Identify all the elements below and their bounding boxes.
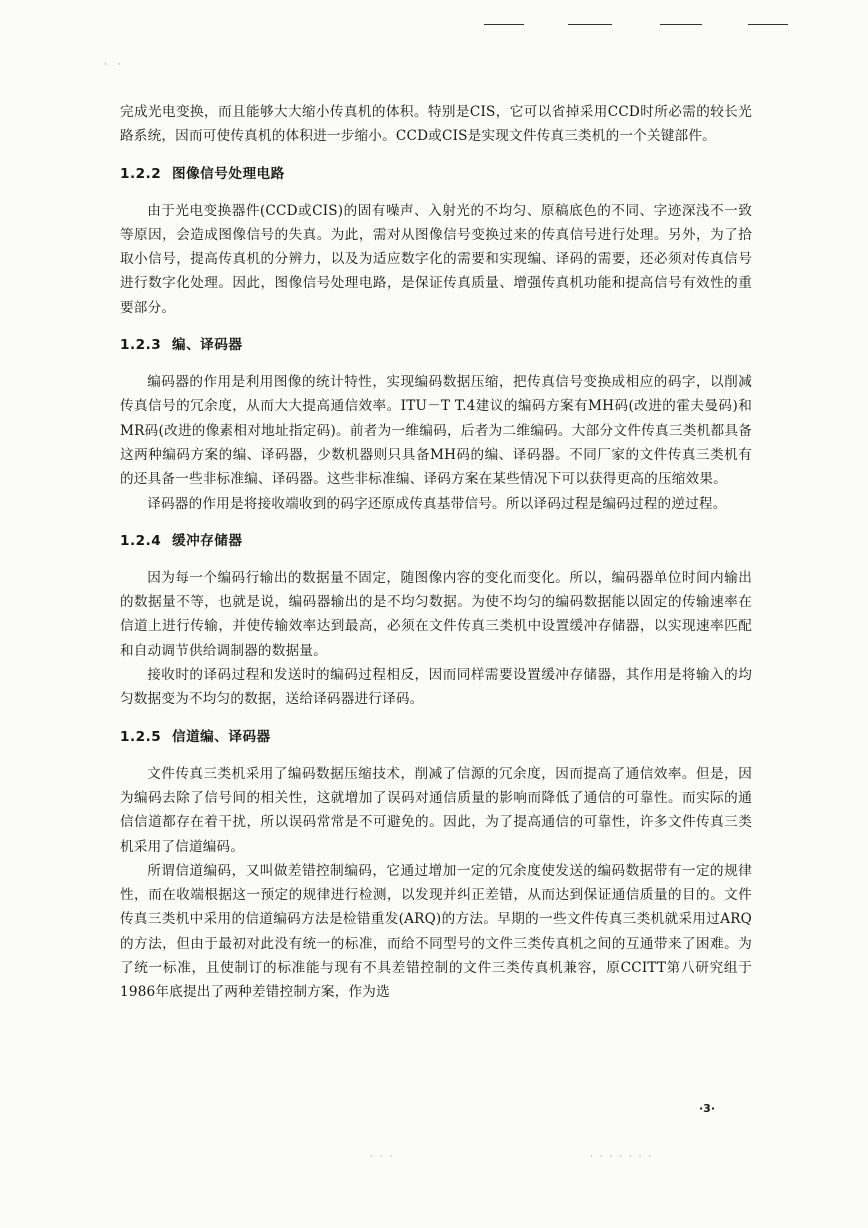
body-paragraph: 接收时的译码过程和发送时的编码过程相反，因而同样需要设置缓冲存储器，其作用是将输入的均匀数据变为不均匀的数据，送给译码器进行译码。 (120, 667, 752, 708)
header-rule (748, 24, 788, 25)
section-heading (120, 333, 752, 357)
section-1-2-2 (120, 162, 752, 320)
section-number: 1.2.4 (120, 532, 162, 549)
section-heading (120, 529, 752, 553)
body-paragraph: 文件传真三类机采用了编码数据压缩技术，削减了信源的冗余度，因而提高了通信效率。但是，因为编码去除了信号间的相关性，这就增加了误码对通信质量的影响而降低了通信的可靠性。而实际的通信信道都存在着干扰，所以误码常常是不可避免的。因此，为了提高通信的可靠性，许多文件传真三类机采用了信道编码。 (120, 765, 752, 855)
section-1-2-5 (120, 725, 752, 1005)
section-title: 图像信号处理电路 (172, 165, 285, 182)
section-title: 信道编、译码器 (172, 728, 271, 745)
scan-artifact-dots: · · · · · · · (590, 1152, 654, 1162)
section-heading (120, 725, 752, 749)
scan-artifact-dots: · · (104, 60, 125, 70)
section-number: 1.2.2 (120, 165, 162, 182)
header-rule (660, 24, 702, 25)
section-1-2-3 (120, 333, 752, 516)
scan-artifact-dots: · · · (370, 1152, 395, 1162)
section-heading (120, 162, 752, 186)
body-paragraph: 译码器的作用是将接收端收到的码字还原成传真基带信号。所以译码过程是编码过程的逆过程。 (147, 495, 727, 512)
body-paragraph: 所谓信道编码，又叫做差错控制编码，它通过增加一定的冗余度使发送的编码数据带有一定的规律性，而在收端根据这一预定的规律进行检测，以发现并纠正差错，从而达到保证通信质量的目的。文件传真三类机中采用的信道编码方法是检错重发(ARQ)的方法。早期的一些文件传真三类机就采用过ARQ的方法，但由于最初对此没有统一的标准，而给不同型号的文件三类传真机之间的互通带来了困难。为了统一标准，且使制订的标准能与现有不具差错控制的文件三类传真机兼容，原CCITT第八研究组于1986年底提出了两种差错控制方案，作为选 (120, 862, 752, 1001)
header-rule (568, 24, 612, 25)
body-paragraph: 编码器的作用是利用图像的统计特性，实现编码数据压缩，把传真信号变换成相应的码字，以削减传真信号的冗余度，从而大大提高通信效率。ITU－T T.4建议的编码方案有MH码(改进的霍夫曼码)和MR码(改进的像素相对地址指定码)。前者为一维编码，后者为二维编码。大部分文件传真三类机都具备这两种编码方案的编、译码器，少数机器则只具备MH码的编、译码器。不同厂家的文件传真三类机有的还具备一些非标准编、译码器。这些非标准编、译码方案在某些情况下可以获得更高的压缩效果。 (120, 374, 752, 488)
section-number: 1.2.5 (120, 728, 162, 745)
body-paragraph: 由于光电变换器件(CCD或CIS)的固有噪声、入射光的不均匀、原稿底色的不同、字迹深浅不一致等原因，会造成图像信号的失真。为此，需对从图像信号变换过来的传真信号进行处理。另外，为了拾取小信号，提高传真机的分辨力，以及为适应数字化的需要和实现编、译码的需要，还必须对传真信号进行数字化处理。因此，图像信号处理电路，是保证传真质量、增强传真机功能和提高信号有效性的重要部分。 (120, 202, 752, 316)
section-1-2-4 (120, 529, 752, 712)
intro-paragraph: 完成光电变换，而且能够大大缩小传真机的体积。特别是CIS，它可以省掉采用CCD时所必需的较长光路系统，因而可使传真机的体积进一步缩小。CCD或CIS是实现文件传真三类机的一个关键部件。 (120, 104, 752, 145)
page-body (120, 100, 752, 1005)
section-title: 缓冲存储器 (172, 532, 243, 549)
page-number: ·3· (699, 1102, 716, 1115)
section-title: 编、译码器 (172, 337, 243, 354)
section-number: 1.2.3 (120, 337, 162, 354)
body-paragraph: 因为每一个编码行输出的数据量不固定，随图像内容的变化而变化。所以，编码器单位时间内输出的数据量不等，也就是说，编码器输出的是不均匀数据。为使不均匀的编码数据能以固定的传输速率在信道上进行传输，并使传输效率达到最高，必须在文件传真三类机中设置缓冲存储器，以实现速率匹配和自动调节供给调制器的数据量。 (120, 569, 752, 659)
header-rule (484, 24, 524, 25)
